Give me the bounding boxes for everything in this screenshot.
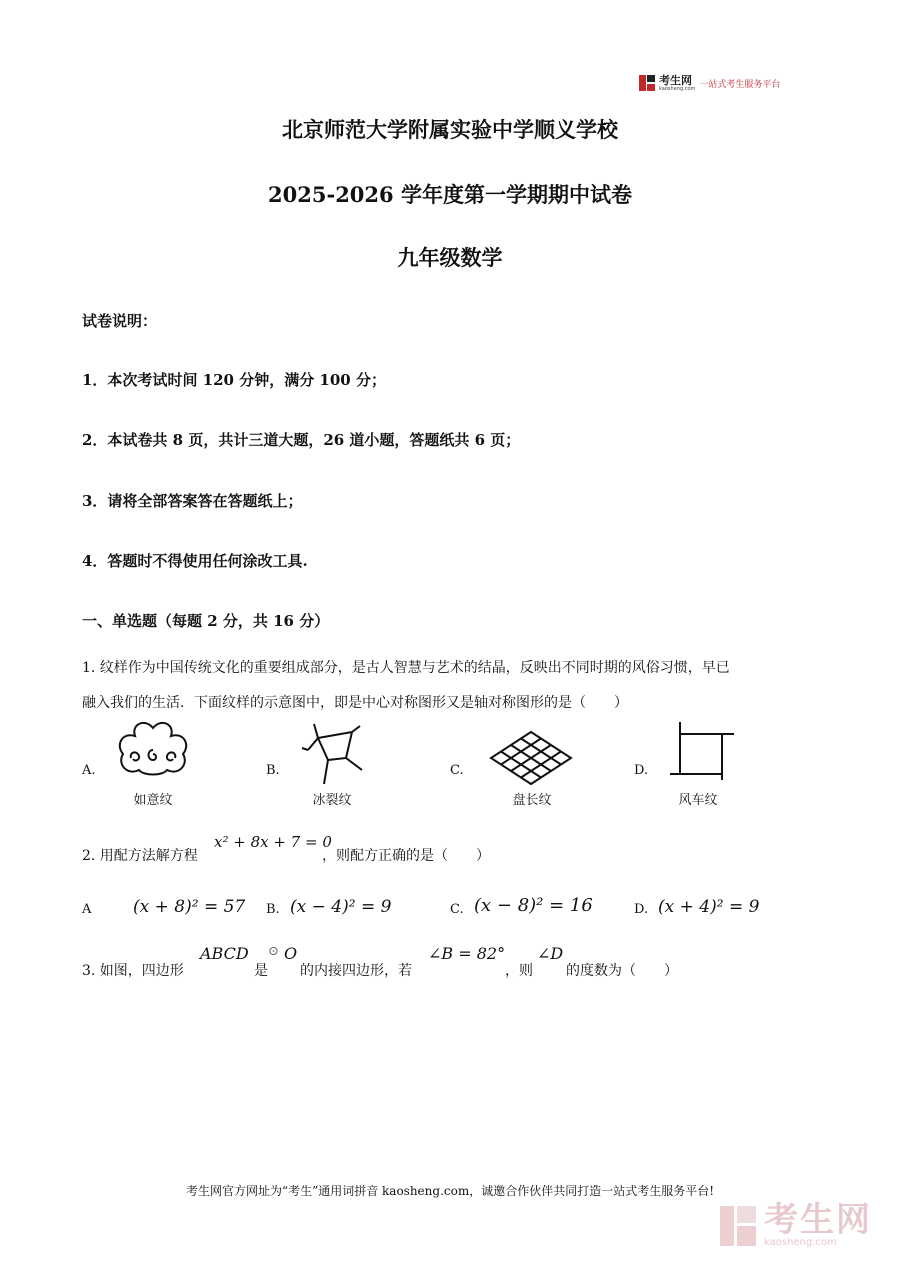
- q2-option-a-letter: A: [82, 902, 92, 917]
- q2-prefix: 2. 用配方法解方程: [82, 848, 198, 864]
- q3-prefix: 3. 如图，四边形: [82, 963, 184, 979]
- instruction-item-1: 1．本次考试时间 120 分钟，满分 100 分；: [82, 371, 386, 389]
- school-title: 北京师范大学附属实验中学顺义学校: [282, 117, 618, 142]
- section1-heading: 一、单选题（每题 2 分，共 16 分）: [82, 612, 330, 630]
- header-logo: [638, 72, 780, 94]
- q3-then: ，则: [505, 963, 533, 979]
- ruyi-pattern-figure: [115, 720, 191, 782]
- q3-angle-d: ∠D: [537, 944, 564, 963]
- q2-option-d-letter: D.: [634, 902, 649, 917]
- logo-slogan: 一站式考生服务平台: [699, 79, 781, 90]
- instructions-heading: 试卷说明：: [82, 312, 158, 330]
- q2-option-b-expr: (x − 4)² = 9: [290, 897, 392, 917]
- q2-equation: x² + 8x + 7 = 0: [214, 833, 332, 851]
- q3-angle-b: ∠B = 82°: [428, 944, 506, 963]
- watermark-domain: kaosheng.com: [764, 1237, 837, 1248]
- kaosheng-logo-icon: [638, 74, 656, 92]
- watermark: [718, 1200, 872, 1248]
- q3-mid: 的内接四边形，若: [300, 963, 412, 979]
- q3-circle-symbol: ⊙: [268, 944, 279, 959]
- q1-option-a-letter: A.: [82, 763, 96, 778]
- q1-option-d-label: 风车纹: [678, 793, 718, 808]
- q3-suffix: 的度数为（ ）: [566, 963, 678, 979]
- q1-option-d-letter: D.: [634, 763, 649, 778]
- instruction-item-4: 4．答题时不得使用任何涂改工具.: [82, 552, 308, 570]
- panchang-pattern-figure: [485, 730, 577, 790]
- q1-option-c-label: 盘长纹: [512, 793, 552, 808]
- watermark-logo-icon: [718, 1204, 758, 1248]
- watermark-name: 考生网: [764, 1200, 872, 1240]
- q1-line1: 1. 纹样作为中国传统文化的重要组成部分，是古人智慧与艺术的结晶，反映出不同时期的风俗习惯，早已: [82, 660, 730, 676]
- logo-name: 考生网: [659, 73, 692, 87]
- term-title: 2025-2026 学年度第一学期期中试卷: [268, 182, 632, 207]
- q1-option-a-label: 如意纹: [133, 793, 173, 808]
- footer-note: 考生网官方网址为“考生”通用词拼音 kaosheng.com，诚邀合作伙伴共同打造一站式考生服务平台!: [185, 1184, 715, 1198]
- q3-circle: O: [284, 944, 298, 963]
- q1-option-b-label: 冰裂纹: [312, 793, 352, 808]
- q2-option-a-expr: (x + 8)² = 57: [133, 897, 246, 917]
- instruction-item-2: 2．本试卷共 8 页，共计三道大题，26 道小题，答题纸共 6 页；: [82, 431, 521, 449]
- q1-option-b-letter: B.: [266, 763, 280, 778]
- q1-line2: 融入我们的生活．下面纹样的示意图中，即是中心对称图形又是轴对称图形的是（ ）: [82, 695, 628, 711]
- windmill-pattern-figure: [668, 722, 738, 786]
- instruction-item-3: 3．请将全部答案答在答题纸上；: [82, 492, 303, 510]
- q3-is: 是: [254, 963, 268, 979]
- q2-option-d-expr: (x + 4)² = 9: [658, 897, 760, 917]
- ice-crack-pattern-figure: [298, 720, 368, 790]
- q2-option-c-letter: C.: [450, 902, 464, 917]
- q1-option-c-letter: C.: [450, 763, 464, 778]
- logo-domain: kaosheng.com: [659, 85, 696, 92]
- q3-quad: ABCD: [200, 944, 249, 963]
- q2-option-c-expr: (x − 8)² = 16: [474, 895, 593, 916]
- q2-suffix: ，则配方正确的是（ ）: [322, 848, 490, 864]
- q2-option-b-letter: B.: [266, 902, 280, 917]
- subject-title: 九年级数学: [397, 245, 503, 270]
